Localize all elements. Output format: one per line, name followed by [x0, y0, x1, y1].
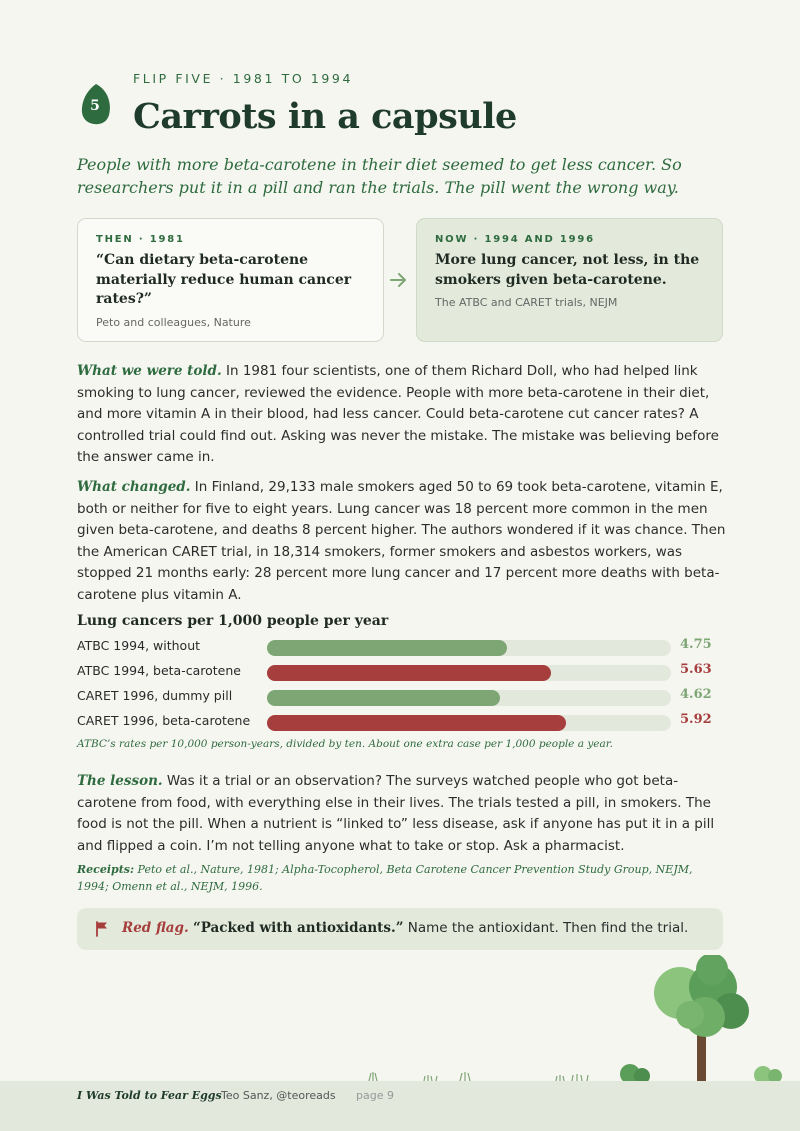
- bar-value-label: 4.62: [680, 687, 712, 702]
- bar-row: [77, 662, 727, 682]
- receipts-label: Receipts:: [77, 863, 135, 876]
- red-flag-box: [77, 908, 723, 950]
- flag-icon: [95, 921, 109, 937]
- section-told: [77, 361, 737, 469]
- red-flag-text: [122, 920, 688, 936]
- bar: [267, 690, 500, 706]
- bar-track: [267, 640, 671, 656]
- chapter-kicker: FLIP FIVE · 1981 TO 1994: [133, 71, 354, 86]
- page-number: page 9: [356, 1089, 394, 1102]
- now-source: The ATBC and CARET trials, NEJM: [435, 296, 618, 309]
- bar-value-label: 5.63: [680, 662, 712, 677]
- red-flag-quote: “Packed with antioxidants.”: [192, 920, 404, 936]
- section-changed: [77, 477, 737, 606]
- bar-label: ATBC 1994, without: [77, 638, 201, 653]
- tree-illustration: [0, 955, 800, 1083]
- bar-row: [77, 712, 727, 732]
- now-card: [416, 218, 723, 342]
- bar-row: [77, 687, 727, 707]
- bar: [267, 640, 507, 656]
- arrow-right-icon: [389, 270, 409, 290]
- now-quote: More lung cancer, not less, in the smokers given beta-carotene.: [435, 252, 700, 288]
- then-source: Peto and colleagues, Nature: [96, 315, 251, 329]
- bar-row: [77, 637, 727, 657]
- lesson-lead: The lesson.: [77, 773, 163, 789]
- then-quote: “Can dietary beta-carotene materially reduce human cancer rates?”: [96, 252, 352, 307]
- dek: People with more beta-carotene in their diet seemed to get less cancer. So researchers put it in a pill and ran the trials. The pill went the wrong way.: [77, 155, 682, 197]
- bar-label: ATBC 1994, beta-carotene: [77, 663, 241, 678]
- bar-track: [267, 665, 671, 681]
- page-title: Carrots in a capsule: [133, 96, 517, 137]
- bar: [267, 715, 566, 731]
- changed-lead: What changed.: [77, 479, 191, 495]
- author-credit: Teo Sanz, @teoreads: [221, 1089, 336, 1102]
- told-body: In 1981 four scientists, one of them Richard Doll, who had helped link smoking to lung cancer, reviewed the evidence. People with more beta-carotene in their diet, and more vitamin A in their blood, had less cancer. Could beta-carotene cut cancer rates? A controlled trial could find out. Asking was never the mistake. The mistake was believing before the answer came in.: [77, 363, 719, 465]
- book-title: I Was Told to Fear Eggs: [77, 1089, 222, 1102]
- then-label: THEN · 1981: [96, 234, 185, 245]
- bar: [267, 665, 551, 681]
- tree-icon: [654, 955, 749, 1083]
- bar-value-label: 5.92: [680, 712, 712, 727]
- bar-value-label: 4.75: [680, 637, 712, 652]
- bar-track: [267, 690, 671, 706]
- chapter-number: 5: [90, 98, 100, 114]
- red-flag-body: Name the antioxidant. Then find the trial.: [407, 920, 689, 936]
- now-label: NOW · 1994 AND 1996: [435, 234, 595, 245]
- bar-track: [267, 715, 671, 731]
- section-lesson: [77, 771, 737, 857]
- grass-icon: [369, 1072, 588, 1081]
- lesson-body: Was it a trial or an observation? The surveys watched people who got beta-carotene from food, with everything else in their lives. The trials tested a pill, in smokers. The food is not the pill. When a nutrient is “linked to” less disease, ask if anyone has put it in a pill and flipped a coin. I’m not telling anyone what to take or stop. Ask a pharmacist.: [77, 773, 715, 854]
- bar-label: CARET 1996, dummy pill: [77, 688, 233, 703]
- changed-body: In Finland, 29,133 male smokers aged 50 to 69 took beta-carotene, vitamin E, both or neither for five to eight years. Lung cancer was 18 percent more common in the men given beta-carotene, and deaths 8 percent higher. The authors wondered if it was chance. Then the American CARET trial, in 18,314 smokers, former smokers and asbestos workers, was stopped 21 months early: 28 percent more lung cancer and 17 percent more deaths with beta-carotene plus vitamin A.: [77, 479, 726, 603]
- chart-note: ATBC’s rates per 10,000 person-years, divided by ten. About one extra case per 1,000 people a year.: [77, 738, 613, 750]
- chart-title: Lung cancers per 1,000 people per year: [77, 613, 389, 629]
- bar-label: CARET 1996, beta-carotene: [77, 713, 251, 728]
- red-flag-lead: Red flag.: [122, 920, 189, 936]
- receipts: [77, 862, 727, 895]
- leaf-icon: [80, 82, 112, 126]
- receipts-text: Peto et al., Nature, 1981; Alpha-Tocopherol, Beta Carotene Cancer Prevention Study Group, NEJM, 1994; Omenn et al., NEJM, 1996.: [77, 863, 693, 893]
- told-lead: What we were told.: [77, 363, 222, 379]
- then-card: [77, 218, 384, 342]
